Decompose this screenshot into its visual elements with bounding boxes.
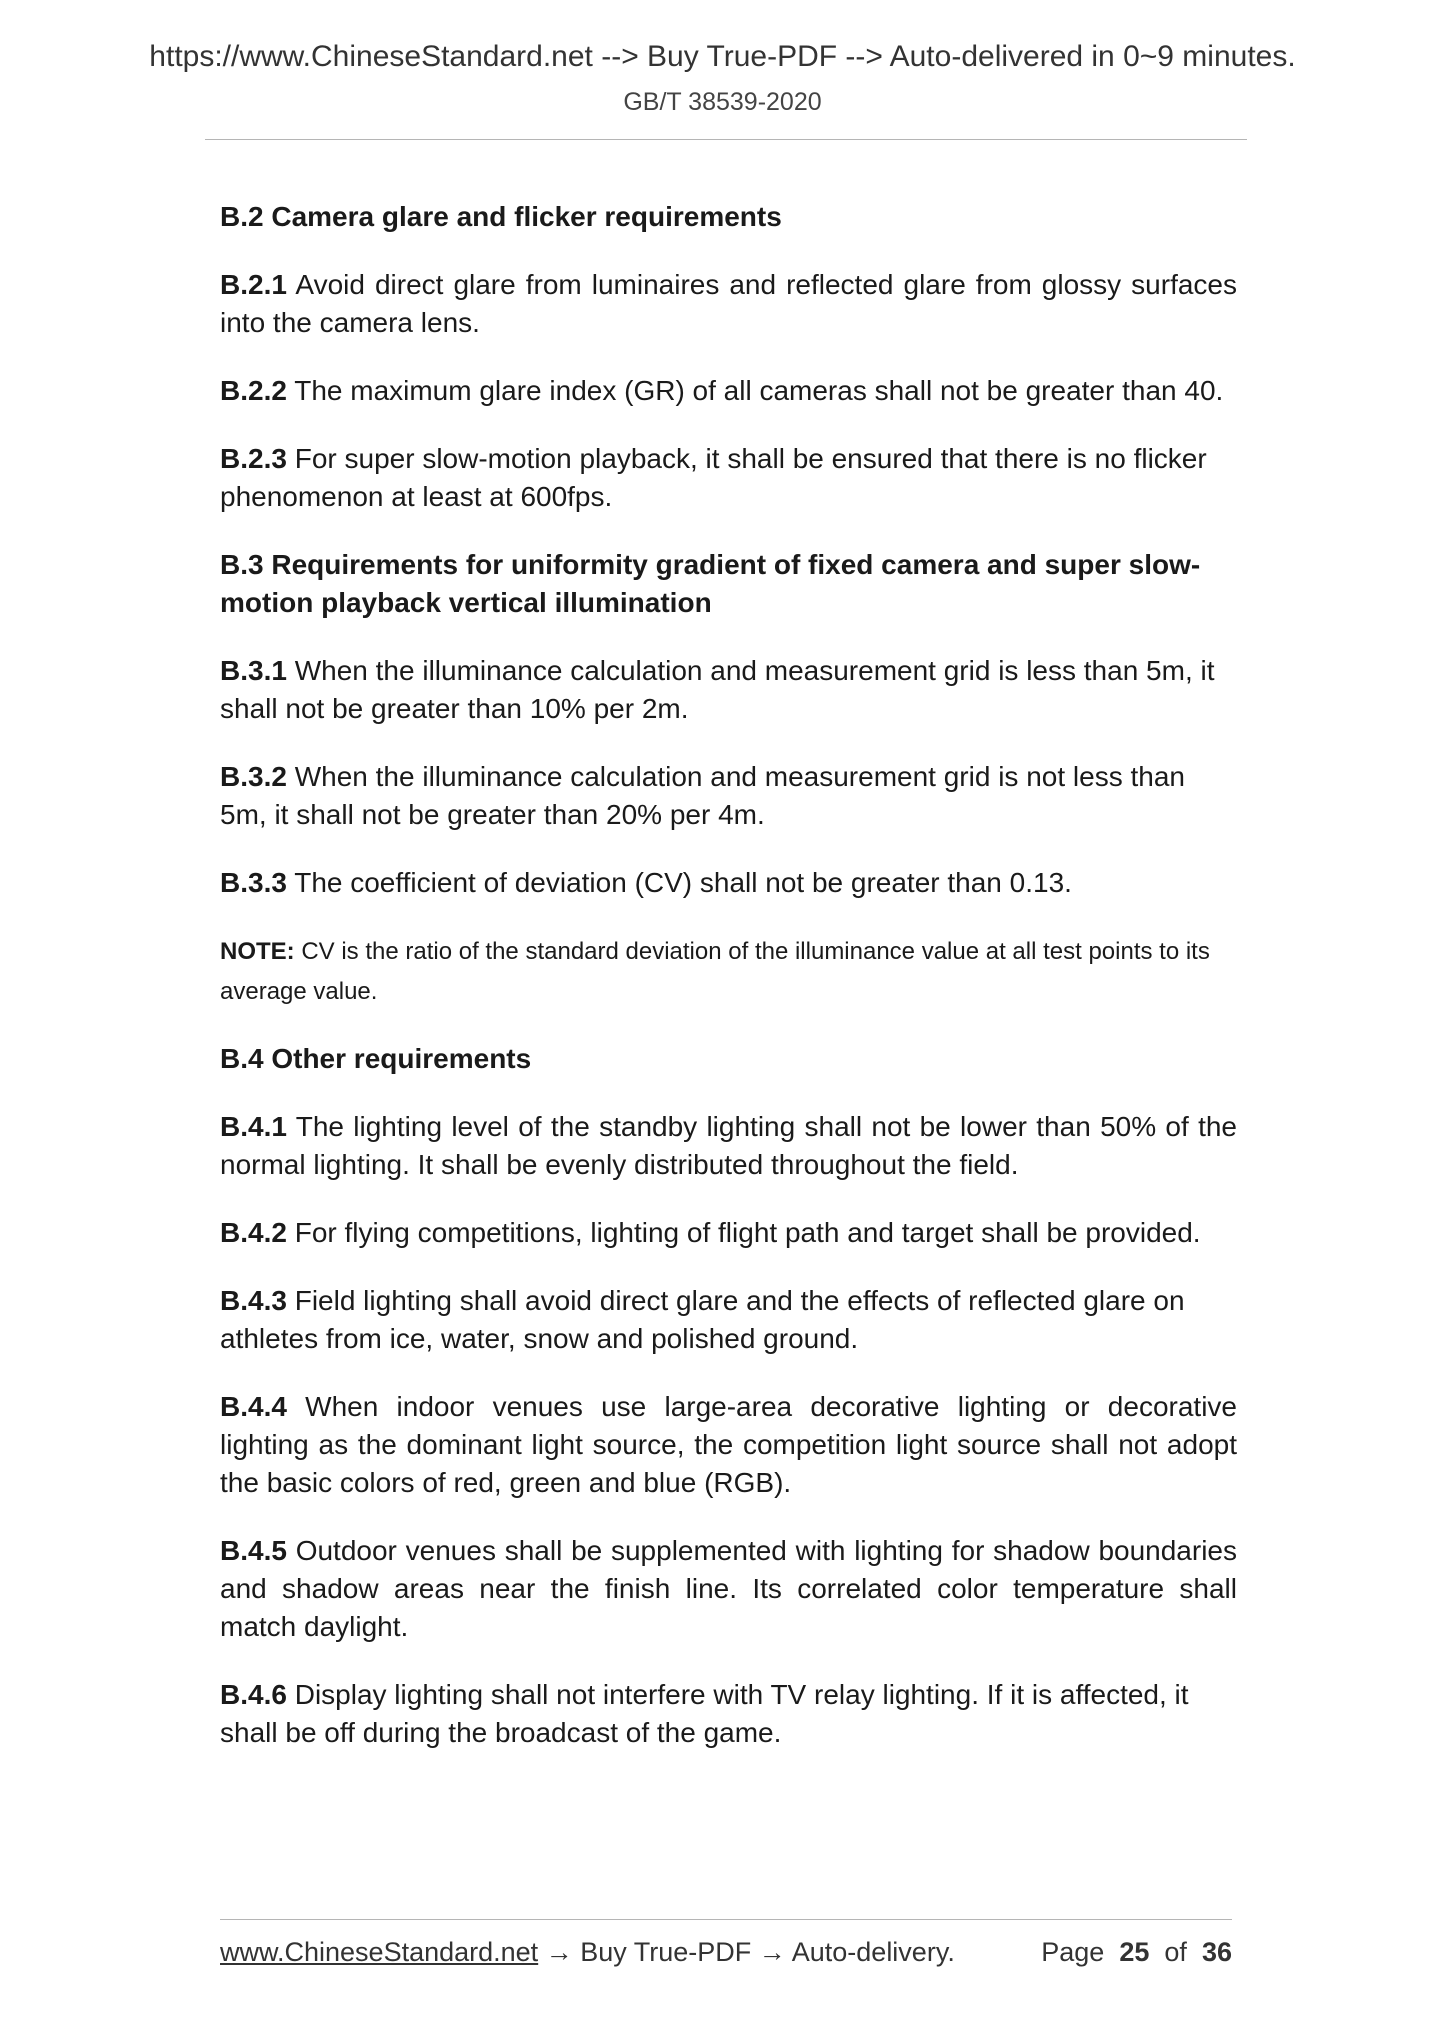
note-text: CV is the ratio of the standard deviation of the illuminance value at all test points to its average value. [220, 938, 1210, 1005]
page-footer [220, 1937, 1232, 1968]
clause-number: B.3.3 [220, 867, 287, 898]
clause-number: B.4.5 [220, 1535, 287, 1566]
clause-b-2-1 [220, 266, 1237, 342]
clause-b-4-6 [220, 1676, 1237, 1752]
clause-number: B.3.2 [220, 761, 287, 792]
clause-b-4-4 [220, 1388, 1237, 1502]
clause-b-3-2 [220, 758, 1237, 834]
clause-number: B.3.1 [220, 655, 287, 686]
clause-b-3-1 [220, 652, 1237, 728]
clause-b-4-2 [220, 1214, 1237, 1252]
page-label: Page [1041, 1937, 1105, 1967]
header-divider [205, 139, 1247, 140]
clause-text: For super slow-motion playback, it shall be ensured that there is no flicker phenomenon at least at 600fps. [220, 443, 1207, 512]
of-label: of [1164, 1937, 1187, 1967]
page-number: 25 [1119, 1937, 1150, 1967]
clause-number: B.4.1 [220, 1111, 287, 1142]
note-cv [220, 932, 1237, 1012]
clause-text: The maximum glare index (GR) of all cameras shall not be greater than 40. [286, 375, 1224, 406]
page-indicator [1041, 1937, 1232, 1968]
clause-number: B.4.6 [220, 1679, 287, 1710]
clause-text: When indoor venues use large-area decorative lighting or decorative lighting as the dominant light source, the competition light source shall not adopt the basic colors of red, green and blue (RGB). [220, 1391, 1237, 1498]
clause-b-2-3 [220, 440, 1237, 516]
clause-text: Avoid direct glare from luminaires and reflected glare from glossy surfaces into the camera lens. [220, 269, 1237, 338]
clause-b-3-3 [220, 864, 1237, 902]
clause-number: B.2.3 [220, 443, 287, 474]
clause-text: Display lighting shall not interfere with TV relay lighting. If it is affected, it shall be off during the broadcast of the game. [220, 1679, 1189, 1748]
clause-text: For flying competitions, lighting of flight path and target shall be provided. [286, 1217, 1201, 1248]
footer-site-link[interactable]: www.ChineseStandard.net [220, 1937, 539, 1967]
clause-number: B.4.2 [220, 1217, 287, 1248]
clause-b-4-5 [220, 1532, 1237, 1646]
clause-number: B.2.1 [220, 269, 287, 300]
clause-number: B.4.4 [220, 1391, 287, 1422]
footer-divider [220, 1919, 1232, 1920]
clause-text: When the illuminance calculation and measurement grid is less than 5m, it shall not be greater than 10% per 2m. [220, 655, 1215, 724]
section-heading-b2: B.2 Camera glare and flicker requirements [220, 201, 782, 232]
header-banner: https://www.ChineseStandard.net --> Buy True-PDF --> Auto-delivered in 0~9 minutes. [149, 40, 1296, 73]
clause-text: When the illuminance calculation and measurement grid is not less than 5m, it shall not be greater than 20% per 4m. [220, 761, 1185, 830]
note-label: NOTE: [220, 938, 295, 965]
clause-number: B.4.3 [220, 1285, 287, 1316]
clause-text: The lighting level of the standby lighting shall not be lower than 50% of the normal lighting. It shall be evenly distributed throughout the field. [220, 1111, 1237, 1180]
clause-b-4-3 [220, 1282, 1237, 1358]
clause-number: B.2.2 [220, 375, 287, 406]
document-body [220, 198, 1237, 1782]
standard-code: GB/T 38539-2020 [623, 88, 822, 116]
clause-b-4-1 [220, 1108, 1237, 1184]
clause-text: The coefficient of deviation (CV) shall not be greater than 0.13. [286, 867, 1072, 898]
section-heading-b4: B.4 Other requirements [220, 1043, 532, 1074]
clause-text: Outdoor venues shall be supplemented with lighting for shadow boundaries and shadow areas near the finish line. Its correlated color temperature shall match daylight. [220, 1535, 1237, 1642]
footer-tagline: → Buy True-PDF → Auto-delivery. [538, 1937, 955, 1967]
clause-b-2-2 [220, 372, 1237, 410]
section-heading-b3: B.3 Requirements for uniformity gradient of fixed camera and super slow-motion playback vertical illumination [220, 549, 1201, 618]
total-pages: 36 [1201, 1937, 1232, 1967]
clause-text: Field lighting shall avoid direct glare and the effects of reflected glare on athletes from ice, water, snow and polished ground. [220, 1285, 1185, 1354]
